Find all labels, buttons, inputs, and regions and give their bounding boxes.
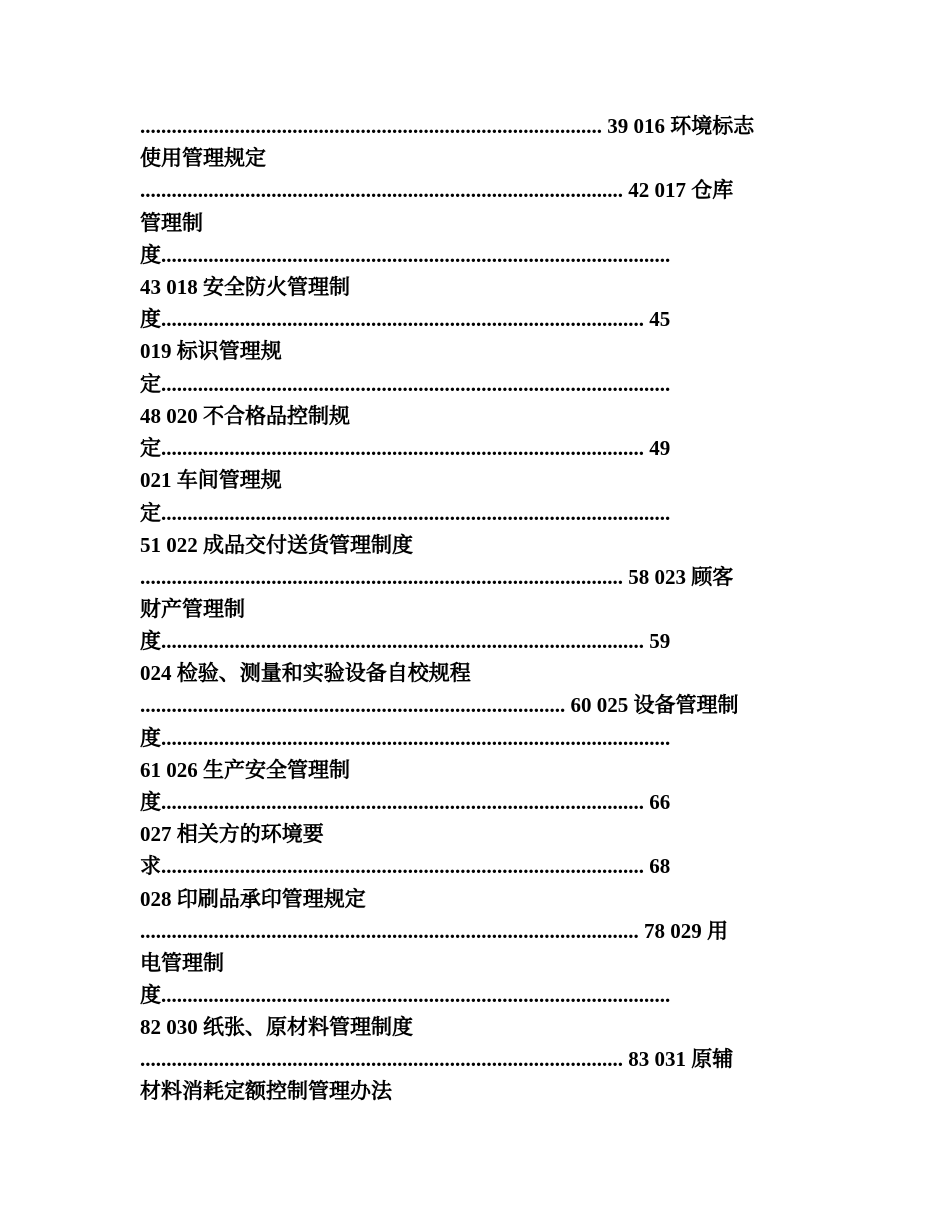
toc-line: 度.................................................................................................	[140, 726, 671, 750]
toc-line: 材料消耗定额控制管理办法	[140, 1079, 392, 1103]
toc-line: 求............................................................................................ 68	[140, 854, 671, 878]
toc-line: 021 车间管理规	[140, 468, 282, 492]
toc-line: 度............................................................................................ 66	[140, 790, 671, 814]
toc-line: 43 018 安全防火管理制	[140, 275, 350, 299]
toc-line: ............................................................................................ 42 017 仓库	[140, 178, 734, 202]
toc-line: ............................................................................................ 58 023 顾客	[140, 565, 734, 589]
toc-line: 定............................................................................................ 49	[140, 436, 671, 460]
toc-line: 48 020 不合格品控制规	[140, 404, 350, 428]
toc-line: 82 030 纸张、原材料管理制度	[140, 1015, 413, 1039]
toc-line: ............................................................................................ 83 031 原辅	[140, 1047, 734, 1071]
toc-line: 定.................................................................................................	[140, 501, 671, 525]
toc-line: 度.................................................................................................	[140, 983, 671, 1007]
toc-line: 度.................................................................................................	[140, 243, 671, 267]
toc-line: 度............................................................................................ 59	[140, 629, 671, 653]
toc-line: 使用管理规定	[140, 146, 266, 170]
toc-line: 度............................................................................................ 45	[140, 307, 671, 331]
toc-line: ............................................................................................... 78 029 用	[140, 919, 728, 943]
toc-line: 028 印刷品承印管理规定	[140, 887, 366, 911]
toc-line: 51 022 成品交付送货管理制度	[140, 533, 413, 557]
toc-line: ................................................................................. 60 025 设备管理制	[140, 693, 739, 717]
toc-line: 电管理制	[140, 951, 224, 975]
toc-line: 定.................................................................................................	[140, 372, 671, 396]
toc-line: 财产管理制	[140, 597, 245, 621]
toc-line: 027 相关方的环境要	[140, 822, 324, 846]
toc-line: 61 026 生产安全管理制	[140, 758, 350, 782]
toc-line: ........................................................................................ 39 016 环境标志	[140, 114, 755, 138]
toc-line: 024 检验、测量和实验设备自校规程	[140, 661, 471, 685]
toc-line: 019 标识管理规	[140, 339, 282, 363]
toc-line: 管理制	[140, 211, 203, 235]
